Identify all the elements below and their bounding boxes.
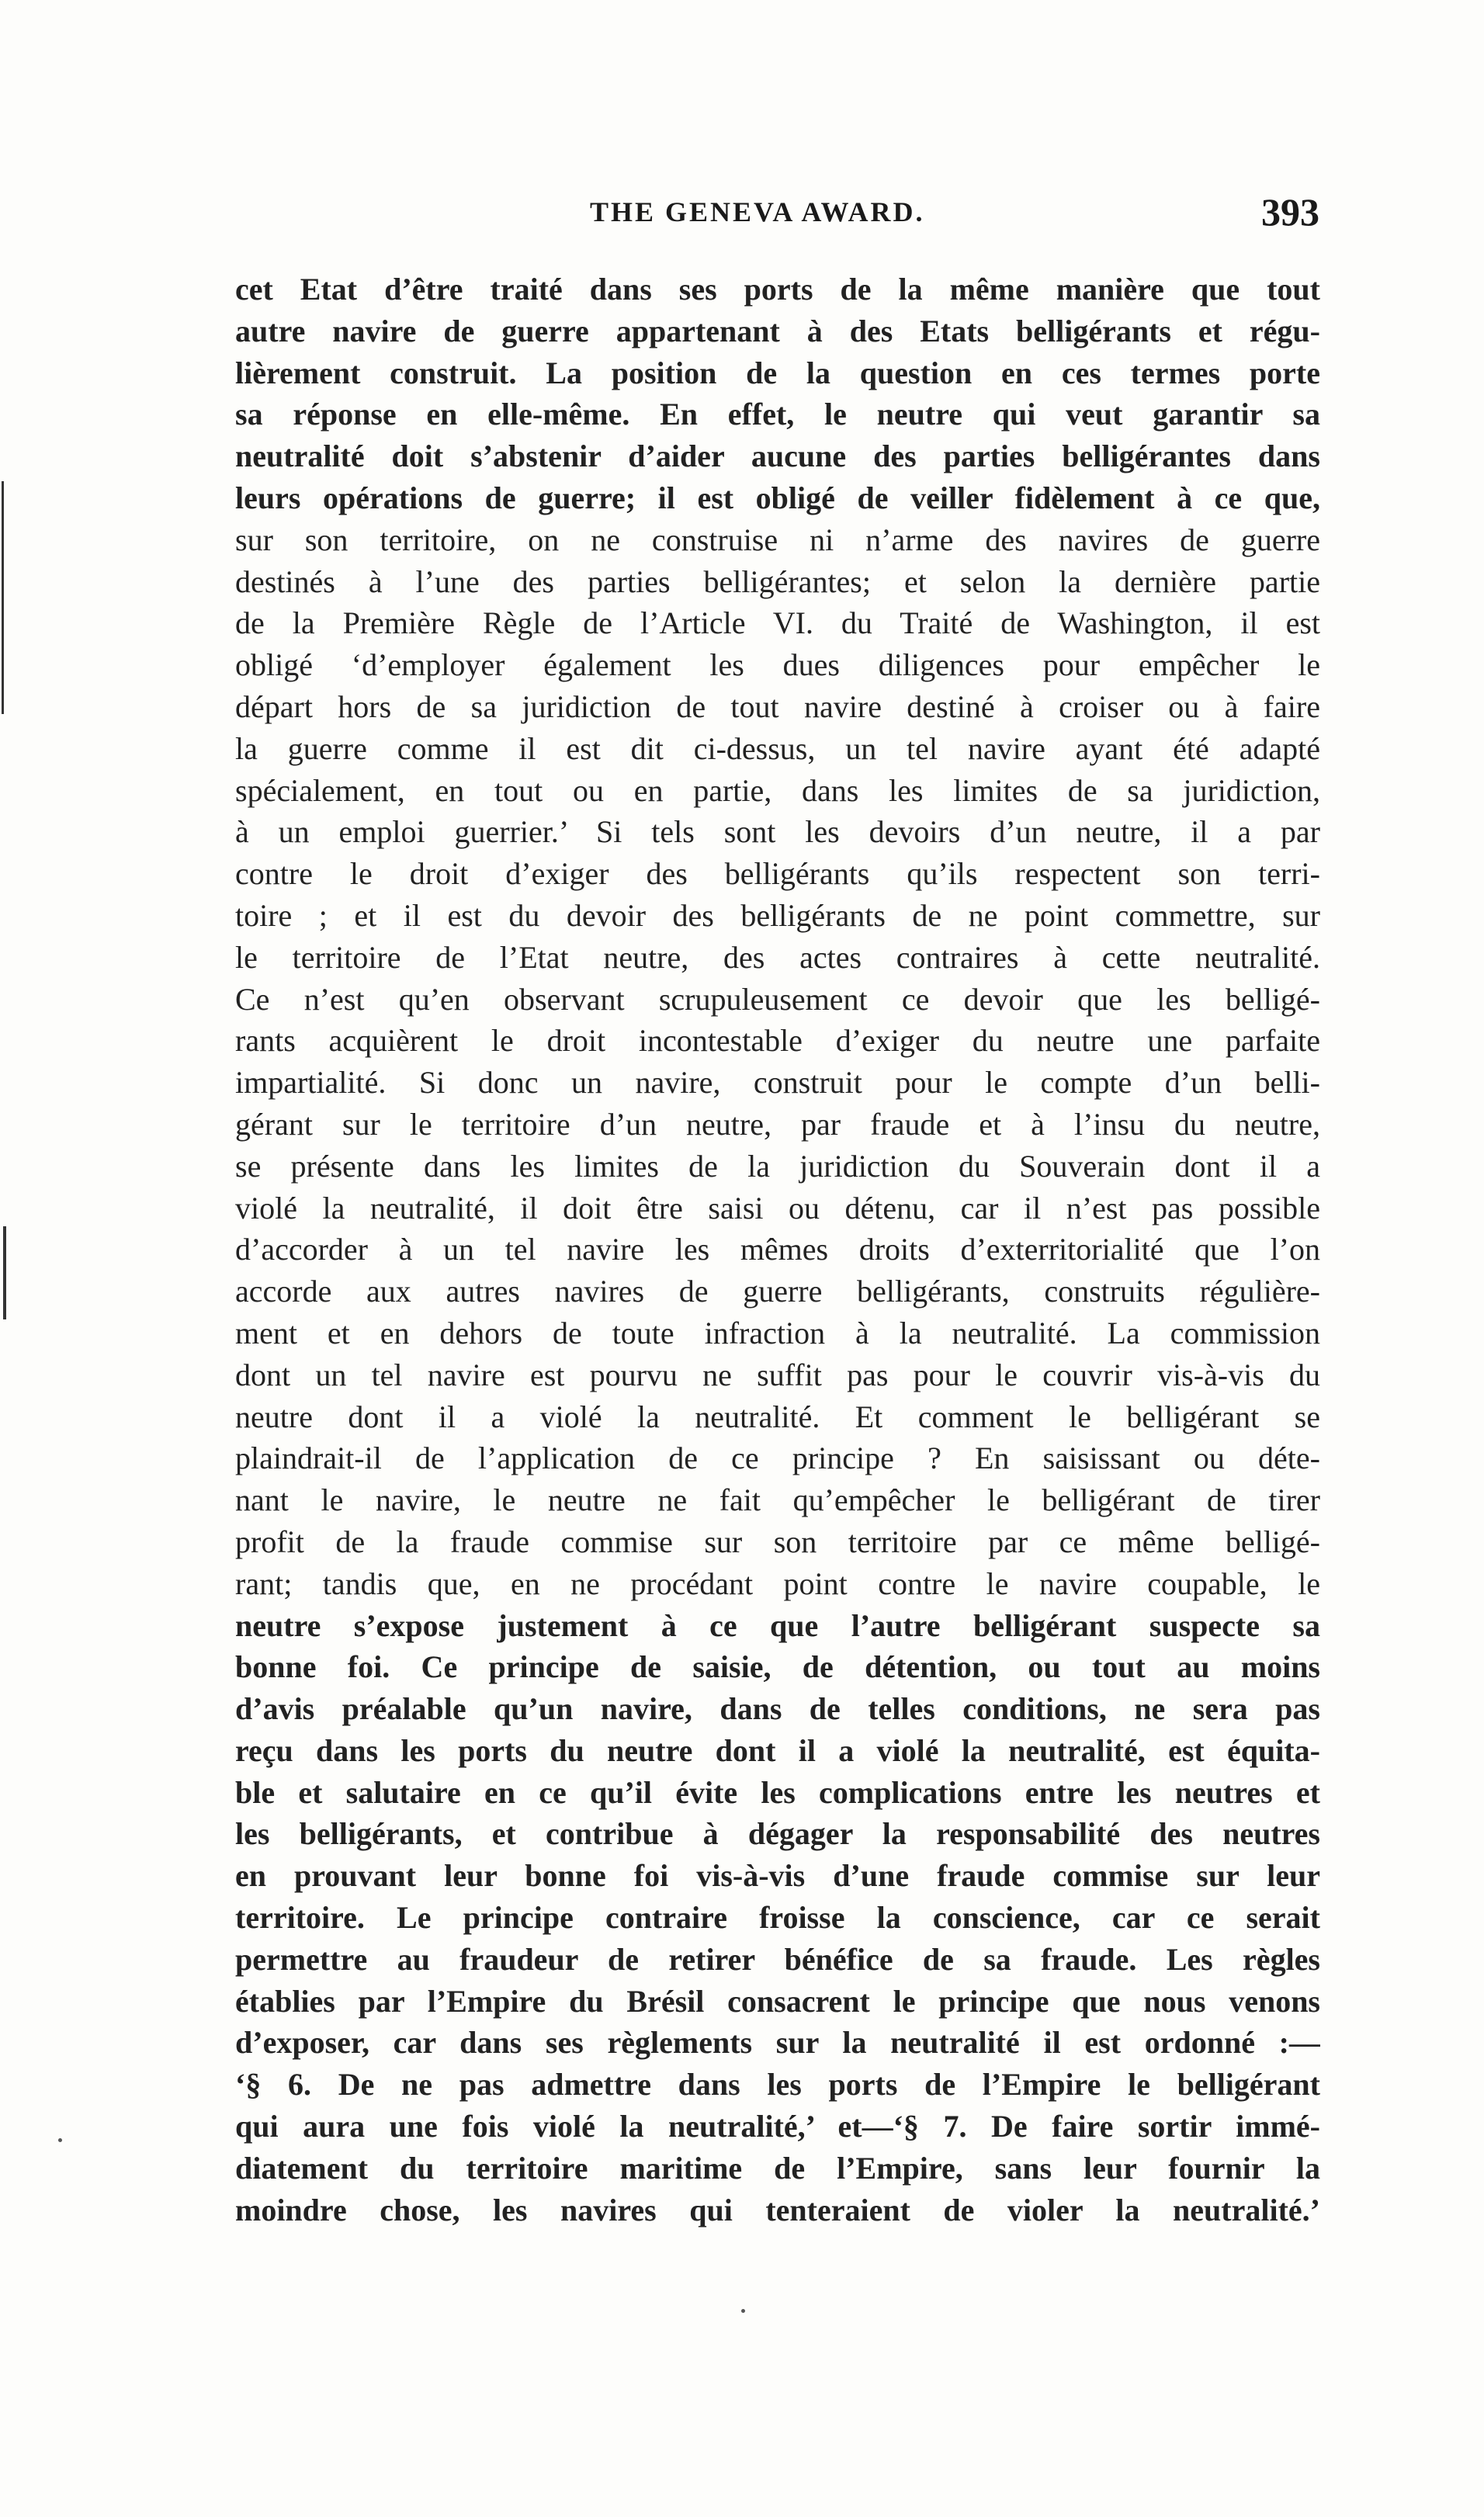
text-line: contre le droit d’exiger des belligérants qu’ils respectent son terri- bbox=[235, 856, 1320, 892]
text-line: spécialement, en tout ou en partie, dans les limites de sa juridiction, bbox=[235, 772, 1320, 808]
text-line: rants acquièrent le droit incontestable d’exiger du neutre une parfaite bbox=[235, 1023, 1320, 1059]
text-line: dont un tel navire est pourvu ne suffit pas pour le couvrir vis-à-vis du bbox=[235, 1357, 1320, 1392]
text-line: neutre s’expose justement à ce que l’autre belligérant suspecte sa bbox=[235, 1607, 1320, 1643]
text-line: à un emploi guerrier.’ Si tels sont les devoirs d’un neutre, il a par bbox=[235, 814, 1320, 850]
text-line: qui aura une fois violé la neutralité,’ et—‘§ 7. De faire sortir immé- bbox=[235, 2109, 1320, 2144]
text-line: lièrement construit. La position de la question en ces termes porte bbox=[235, 355, 1320, 390]
text-line: toire ; et il est du devoir des belligérants de ne point commettre, sur bbox=[235, 897, 1320, 933]
text-line: rant; tandis que, en ne procédant point contre le navire coupable, le bbox=[235, 1565, 1320, 1601]
text-line: accorde aux autres navires de guerre belligérants, construits régulière- bbox=[235, 1274, 1320, 1309]
text-line: neutre dont il a violé la neutralité. Et comment le belligérant se bbox=[235, 1399, 1320, 1434]
text-line: cet Etat d’être traité dans ses ports de la même manière que tout bbox=[235, 272, 1320, 307]
text-line: sur son territoire, on ne construise ni n’arme des navires de guerre bbox=[235, 522, 1320, 557]
text-line: d’exposer, car dans ses règlements sur la neutralité il est ordonné :— bbox=[235, 2025, 1320, 2061]
text-line: impartialité. Si donc un navire, construit pour le compte d’un belli- bbox=[235, 1065, 1320, 1101]
page-header bbox=[233, 189, 1319, 244]
text-line: se présente dans les limites de la juridiction du Souverain dont il a bbox=[235, 1148, 1320, 1184]
text-line: les belligérants, et contribue à dégager la responsabilité des neutres bbox=[235, 1816, 1320, 1852]
text-line: en prouvant leur bonne foi vis-à-vis d’une fraude commise sur leur bbox=[235, 1858, 1320, 1894]
text-line: reçu dans les ports du neutre dont il a violé la neutralité, est équita- bbox=[235, 1732, 1320, 1768]
speck bbox=[58, 2138, 62, 2142]
text-line: Ce n’est qu’en observant scrupuleusement ce devoir que les belligé- bbox=[235, 981, 1320, 1017]
text-line: destinés à l’une des parties belligérantes; et selon la dernière partie bbox=[235, 563, 1320, 599]
text-line: leurs opérations de guerre; il est obligé de veiller fidèlement à ce que, bbox=[235, 480, 1320, 515]
text-line: le territoire de l’Etat neutre, des actes contraires à cette neutralité. bbox=[235, 939, 1320, 975]
text-line: ‘§ 6. De ne pas admettre dans les ports de l’Empire le belligérant bbox=[235, 2067, 1320, 2103]
page-number: 393 bbox=[1261, 190, 1319, 234]
left-margin-mark bbox=[2, 481, 4, 714]
running-head: THE GENEVA AWARD. bbox=[590, 196, 925, 227]
text-line: autre navire de guerre appartenant à des Etats belligérants et régu- bbox=[235, 313, 1320, 348]
text-line: ment et en dehors de toute infraction à la neutralité. La commission bbox=[235, 1315, 1320, 1350]
text-line: obligé ‘d’employer également les dues diligences pour empêcher le bbox=[235, 647, 1320, 683]
text-line: d’accorder à un tel navire les mêmes droits d’exterritorialité que l’on bbox=[235, 1232, 1320, 1267]
text-line: moindre chose, les navires qui tenteraient de violer la neutralité.’ bbox=[235, 2192, 1320, 2228]
text-line: établies par l’Empire du Brésil consacrent le principe que nous venons bbox=[235, 1983, 1320, 2019]
body-text bbox=[235, 269, 1320, 2231]
text-line: bonne foi. Ce principe de saisie, de détention, ou tout au moins bbox=[235, 1649, 1320, 1685]
text-line: neutralité doit s’abstenir d’aider aucune des parties belligérantes dans bbox=[235, 439, 1320, 474]
text-line: territoire. Le principe contraire froisse la conscience, car ce serait bbox=[235, 1900, 1320, 1936]
text-line: la guerre comme il est dit ci-dessus, un tel navire ayant été adapté bbox=[235, 730, 1320, 766]
text-line: diatement du territoire maritime de l’Empire, sans leur fournir la bbox=[235, 2150, 1320, 2186]
text-line: gérant sur le territoire d’un neutre, par fraude et à l’insu du neutre, bbox=[235, 1106, 1320, 1142]
text-line: d’avis préalable qu’un navire, dans de telles conditions, ne sera pas bbox=[235, 1691, 1320, 1727]
text-line: départ hors de sa juridiction de tout navire destiné à croiser ou à faire bbox=[235, 688, 1320, 724]
text-line: ble et salutaire en ce qu’il évite les complications entre les neutres et bbox=[235, 1774, 1320, 1810]
text-line: nant le navire, le neutre ne fait qu’empêcher le belligérant de tirer bbox=[235, 1482, 1320, 1518]
text-line: sa réponse en elle-même. En effet, le neutre qui veut garantir sa bbox=[235, 397, 1320, 432]
text-line: violé la neutralité, il doit être saisi ou détenu, car il n’est pas possible bbox=[235, 1190, 1320, 1226]
left-margin-mark bbox=[3, 1226, 6, 1319]
text-line: permettre au fraudeur de retirer bénéfice de sa fraude. Les règles bbox=[235, 1941, 1320, 1977]
text-line: plaindrait-il de l’application de ce principe ? En saisissant ou déte- bbox=[235, 1441, 1320, 1476]
speck bbox=[741, 2309, 745, 2313]
text-line: profit de la fraude commise sur son territoire par ce même belligé- bbox=[235, 1524, 1320, 1559]
text-line: de la Première Règle de l’Article VI. du Traité de Washington, il est bbox=[235, 605, 1320, 641]
